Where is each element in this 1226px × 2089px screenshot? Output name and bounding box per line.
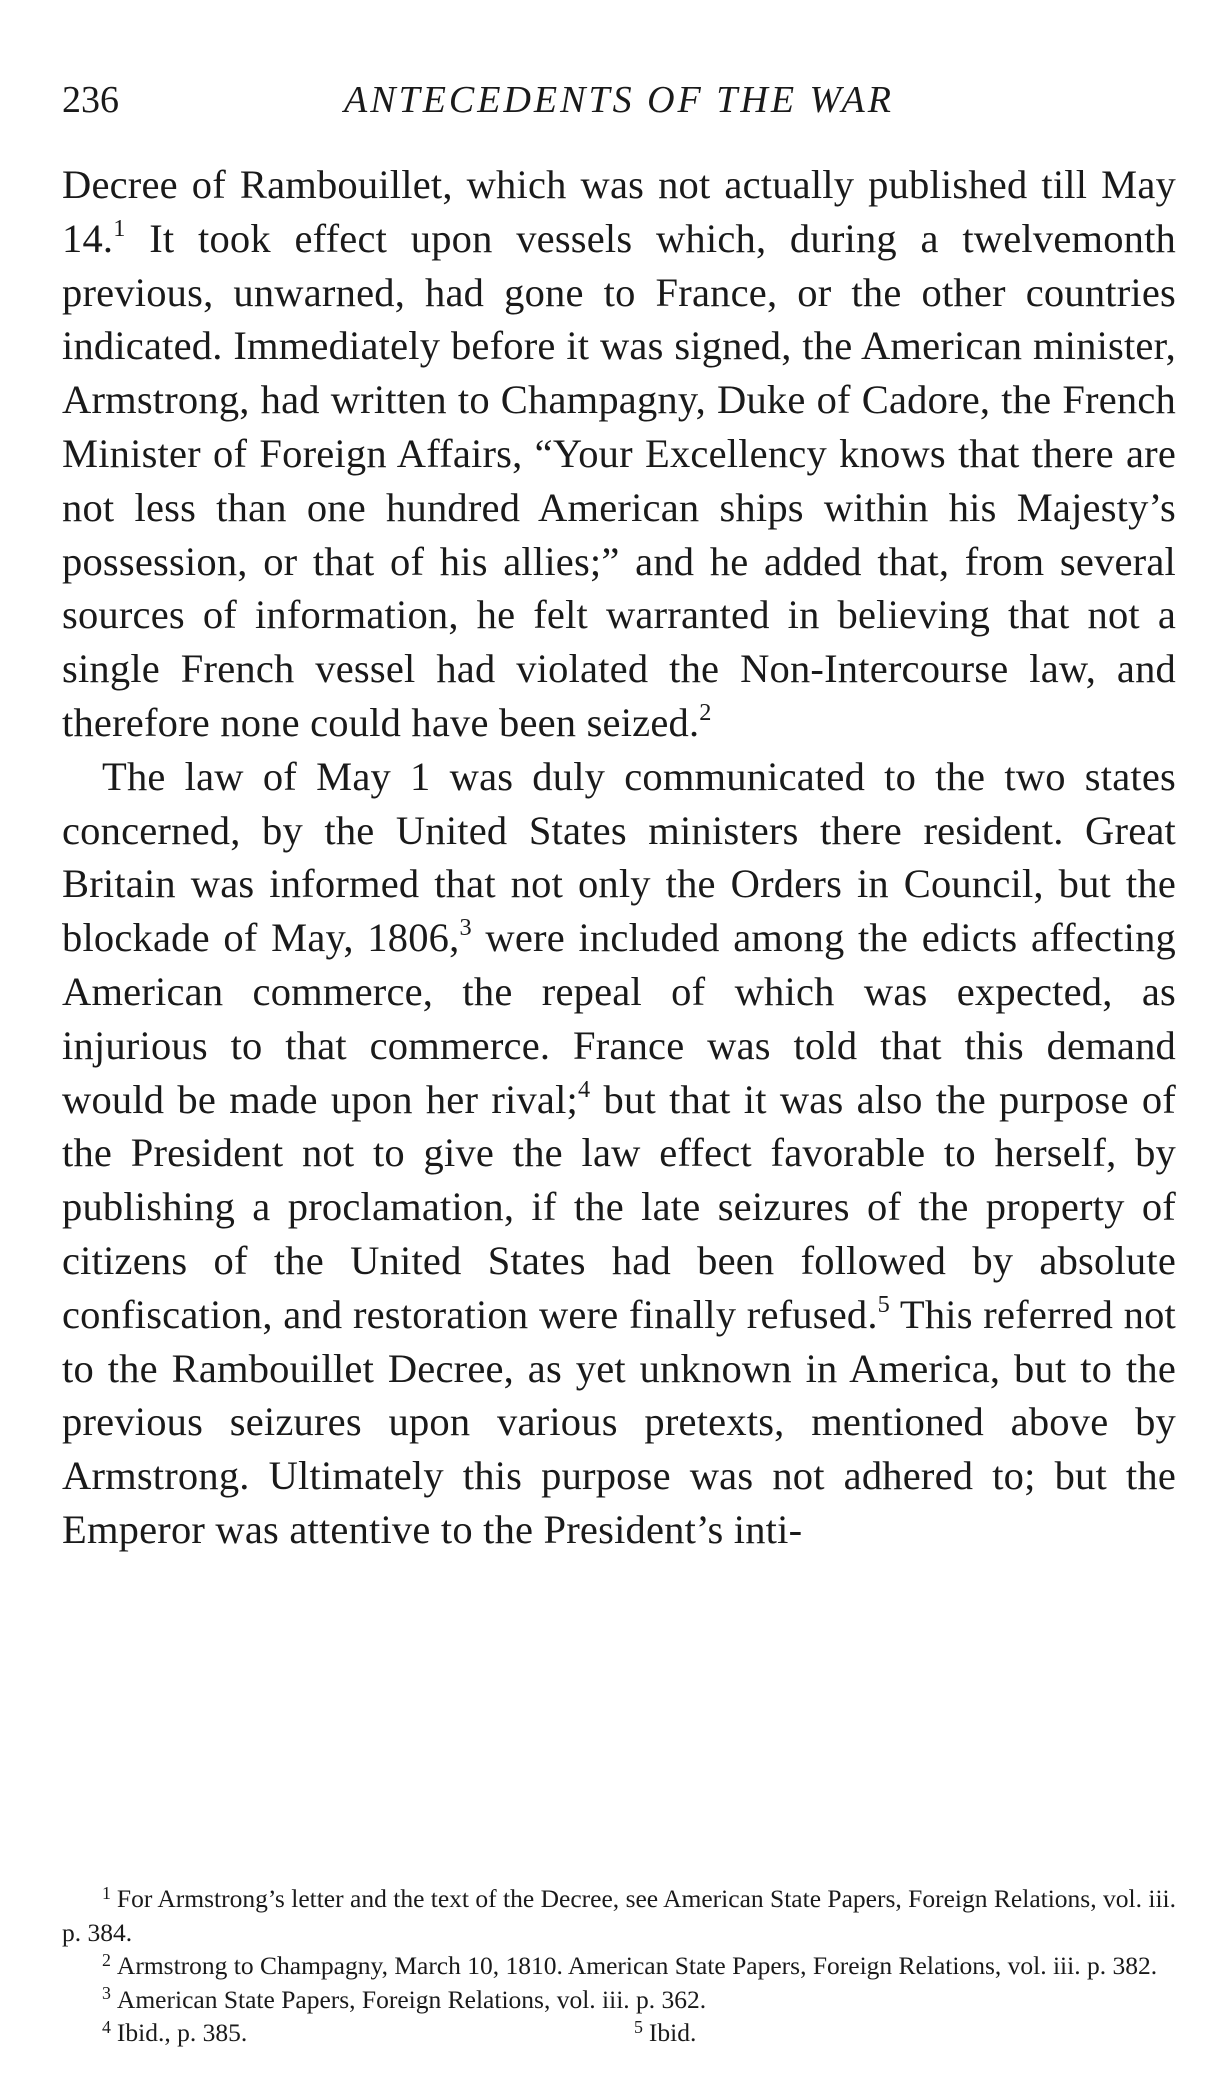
page-number: 236 [62,79,119,121]
footnote-5-marker: 5 [634,2016,643,2037]
footnote-5 [634,2016,696,2050]
footnote-2 [62,1949,1176,1983]
paragraph-1-text-a: Decree of Rambouillet, which was not actually published till May 14. [62,162,1176,261]
footnote-4-text: Ibid., p. 385. [116,2018,248,2047]
footnote-4-marker: 4 [102,2016,111,2037]
footnote-row-4-5 [62,2016,1176,2050]
footnote-ref-1: 1 [113,215,126,243]
footnote-5-text: Ibid. [648,2018,697,2047]
footnote-3-marker: 3 [102,1983,111,2004]
footnotes [62,1882,1176,2050]
footnote-ref-4: 4 [578,1075,591,1103]
paragraph-1-text-b: It took effect upon vessels which, during a twelvemonth previous, unwarned, had gone to France, or the other countries indicated. Immediately before it was signed, the American minister, Armstrong, had written to Champagny, Duke of Cadore, the French Minister of Foreign Affairs, “Your Excellency knows that there are not less than one hundred American ships within his Majesty’s possession, or that of his allies;” and he added that, from several sources of information, he felt warranted in believing that not a single French vessel had violated the Non-Intercourse law, and therefore none could have been seized. [62,215,1176,745]
paragraph-2-text-d: This referred not to the Rambouillet Decree, as yet unknown in America, but to the previous seizures upon various pretexts, mentioned above by Armstrong. Ultimately this purpose was not adhered to; but the Emperor was attentive to the President’s inti- [62,1291,1176,1552]
footnote-3 [62,1983,1176,2017]
footnote-4 [102,2016,247,2050]
footnote-1-marker: 1 [102,1882,111,1903]
footnote-2-marker: 2 [102,1949,111,1970]
footnote-2-text: Armstrong to Champagny, March 10, 1810. American State Papers, Foreign Relations, vol. iii. p. 382. [116,1951,1158,1980]
paragraph-2-text-a: The law of May 1 was duly communicated to the two states concerned, by the United States ministers there resident. Great Britain was informed that not only the Orders in Council, but the blockade of May, 1806, [62,753,1176,961]
paragraph-2-text-b: were included among the edicts affecting American commerce, the repeal of which was expected, as injurious to that commerce. France was told that this demand would be made upon her rival; [62,915,1176,1122]
footnote-ref-3: 3 [459,914,472,942]
footnote-ref-5: 5 [877,1290,891,1318]
body-text [62,158,1176,1557]
footnote-3-text: American State Papers, Foreign Relations, vol. iii. p. 362. [116,1984,707,2014]
paragraph-2 [62,750,1176,1557]
paragraph-2-text-c: but that it was also the purpose of the President not to give the law effect favorable to herself, by publishing a proclamation, if the late seizures of the property of citizens of the United States had been followed by absolute confiscation, and restoration were finally refused. [62,1076,1176,1337]
footnote-ref-2: 2 [699,699,712,727]
footnote-1-text: For Armstrong’s letter and the text of the Decree, see American State Papers, Foreign Relations, vol. iii. p. 384. [62,1884,1176,1947]
running-head [62,78,1176,128]
running-title: ANTECEDENTS OF THE WAR [344,79,894,121]
paragraph-1 [62,158,1176,750]
footnote-1 [62,1882,1176,1949]
